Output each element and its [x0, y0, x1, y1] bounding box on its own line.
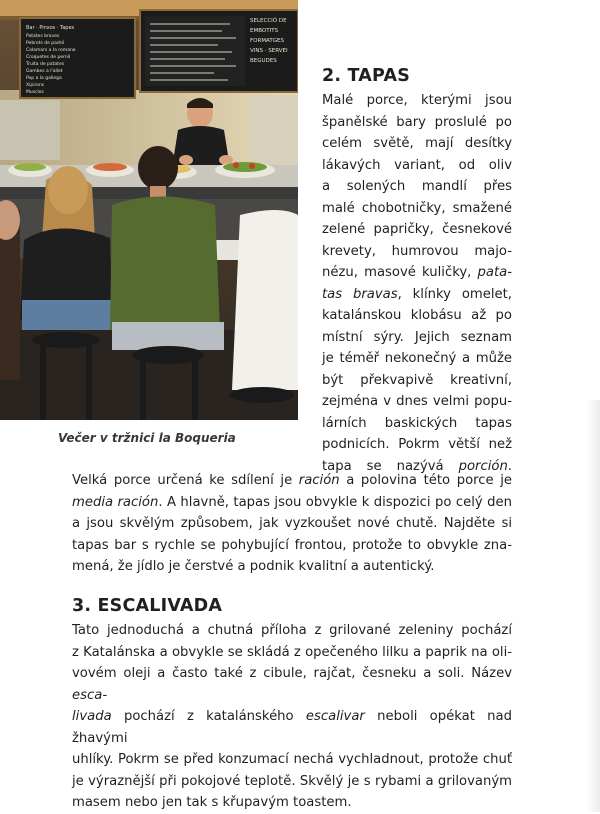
text-run: a solených mandlí přes — [322, 179, 512, 194]
text-line — [72, 792, 512, 814]
italic-term: pata- — [477, 265, 512, 280]
text-line — [322, 305, 512, 327]
text-line — [322, 327, 512, 349]
text-line — [322, 112, 512, 134]
patron-left-edge — [0, 200, 20, 380]
text-line — [322, 90, 512, 112]
tapas-text-full-width — [72, 470, 512, 578]
text-run: a jsou skvělým způsobem, jak vyzkoušet nové chutě. Najděte si — [72, 516, 512, 531]
text-line — [72, 470, 512, 492]
text-run: z Katalánska a obvykle se skládá z opečeného lilku a paprik na oli- — [72, 644, 512, 660]
text-run: pochází z katalánského — [111, 709, 306, 724]
text-line — [322, 155, 512, 177]
photo-caption: Večer v tržnici la Boqueria — [58, 431, 236, 445]
italic-term: media ración — [72, 494, 159, 510]
text-line — [72, 642, 512, 664]
text-run: Tato jednoduchá a chutná příloha z grilované zeleniny pochází — [72, 623, 512, 638]
text-line — [72, 663, 512, 706]
menu-board-left-line: Pop a la gallega — [26, 76, 62, 81]
text-run: španělské bary proslulé po — [322, 114, 512, 130]
text-run: uhlíky. Pokrm se před konzumací nechá vychladnout, protože chuť — [72, 752, 512, 767]
italic-term: escalivar — [305, 709, 365, 724]
text-run: lákavých variant, od oliv — [322, 157, 512, 173]
text-line — [72, 513, 512, 535]
text-line — [322, 413, 512, 435]
section-heading-tapas: 2. TAPAS — [322, 66, 411, 86]
text-run: nézu, masové kuličky, — [322, 265, 478, 280]
page-gutter-shadow — [586, 400, 600, 812]
market-photo-illustration — [0, 0, 298, 420]
market-photo — [0, 0, 298, 420]
menu-board-right-line: FORMATGES — [250, 38, 284, 44]
text-line — [322, 176, 512, 198]
text-line — [322, 391, 512, 413]
text-line — [72, 556, 512, 578]
text-run: zelené papričky, česnekové — [322, 222, 512, 237]
text-line — [322, 219, 512, 241]
italic-term: tas bravas — [322, 286, 398, 302]
escalivada-text — [72, 620, 512, 814]
text-run: krevety, humrovou majo- — [322, 243, 512, 259]
italic-term: esca- — [72, 687, 108, 703]
text-run: být překvapivě kreativní, — [322, 372, 512, 388]
text-line — [72, 706, 512, 749]
text-line — [72, 620, 512, 642]
text-run: místní sýry. Jejich seznam — [322, 329, 512, 345]
text-line — [322, 284, 512, 306]
text-run: mená, že jídlo je čerstvé a podnik kvalitní a autentický. — [72, 559, 435, 574]
text-run: , klínky omelet, — [397, 286, 512, 302]
text-run: celém světě, mají desítky — [322, 136, 512, 151]
tapas-text-column — [322, 90, 512, 477]
text-run: vovém oleji a často také z cibule, rajčat, česneku a soli. Název — [72, 666, 512, 681]
italic-term: ración — [298, 473, 340, 488]
italic-term: porción — [458, 458, 508, 474]
text-run: masem nebo jen tak s křupavým toastem. — [72, 795, 352, 810]
text-run: Malé porce, kterými jsou — [322, 93, 512, 108]
text-line — [322, 262, 512, 284]
menu-board-right-line: SELECCIÓ DE — [250, 18, 287, 24]
text-line — [322, 370, 512, 392]
menu-board-left-line: Truita de patates — [26, 62, 65, 67]
menu-board-left-line: Patates braves — [26, 34, 60, 39]
text-run: a polovina této porce je — [339, 473, 513, 488]
section-heading-escalivada: 3. ESCALIVADA — [72, 596, 223, 616]
menu-board-left-line: Gambes a l'allet — [26, 69, 63, 74]
text-run: je výraznější při pokojové teplotě. Skvělý je s rybami a grilovaným — [72, 773, 512, 789]
menu-board-left-line: Xipirons — [26, 83, 45, 88]
menu-board-left-line: Pebrots de padró — [26, 41, 65, 46]
text-run: lárních baskických tapas — [322, 415, 512, 431]
menu-board-left-line: Bar · Pinxos · Tapes — [26, 25, 75, 31]
text-line — [322, 241, 512, 263]
text-run: tapas bar s rychle se pohybující frontou, protože to obvykle zna- — [72, 537, 512, 553]
text-run: podnicích. Pokrm větší než — [322, 437, 512, 452]
menu-board-left — [20, 18, 135, 98]
patron-right — [232, 210, 298, 390]
menu-board-right-line: BEGUDES — [250, 58, 277, 64]
text-line — [322, 133, 512, 155]
text-run: tapa se nazývá — [322, 458, 459, 474]
menu-board-left-line: Musclos — [26, 90, 44, 95]
text-run: je téměř nekonečný a může — [322, 351, 512, 366]
text-line — [322, 348, 512, 370]
text-line — [72, 771, 512, 793]
menu-board-right-line: VINS · SERVEI — [250, 48, 288, 54]
text-run: malé chobotničky, smažené — [322, 200, 512, 216]
text-run: . — [507, 458, 512, 474]
text-run: katalánskou klobásu až po — [322, 308, 512, 323]
menu-board-left-line: Calamars a la romana — [26, 48, 76, 53]
text-run: zejména v dnes velmi popu- — [322, 394, 512, 409]
text-line — [72, 492, 512, 514]
text-line — [72, 749, 512, 771]
italic-term: livada — [72, 709, 112, 724]
text-line — [322, 198, 512, 220]
text-line — [72, 535, 512, 557]
text-run: Velká porce určená ke sdílení je — [72, 473, 299, 488]
menu-board-left-line: Croquetes de pernil — [26, 55, 71, 60]
text-run: . A hlavně, tapas jsou obvykle k dispozici po celý den — [158, 494, 512, 510]
text-run: neboli opékat nad žhavými — [72, 709, 512, 746]
menu-board-right-line: EMBOTITS — [250, 28, 279, 34]
menu-board-right — [140, 10, 298, 92]
text-line — [322, 434, 512, 456]
